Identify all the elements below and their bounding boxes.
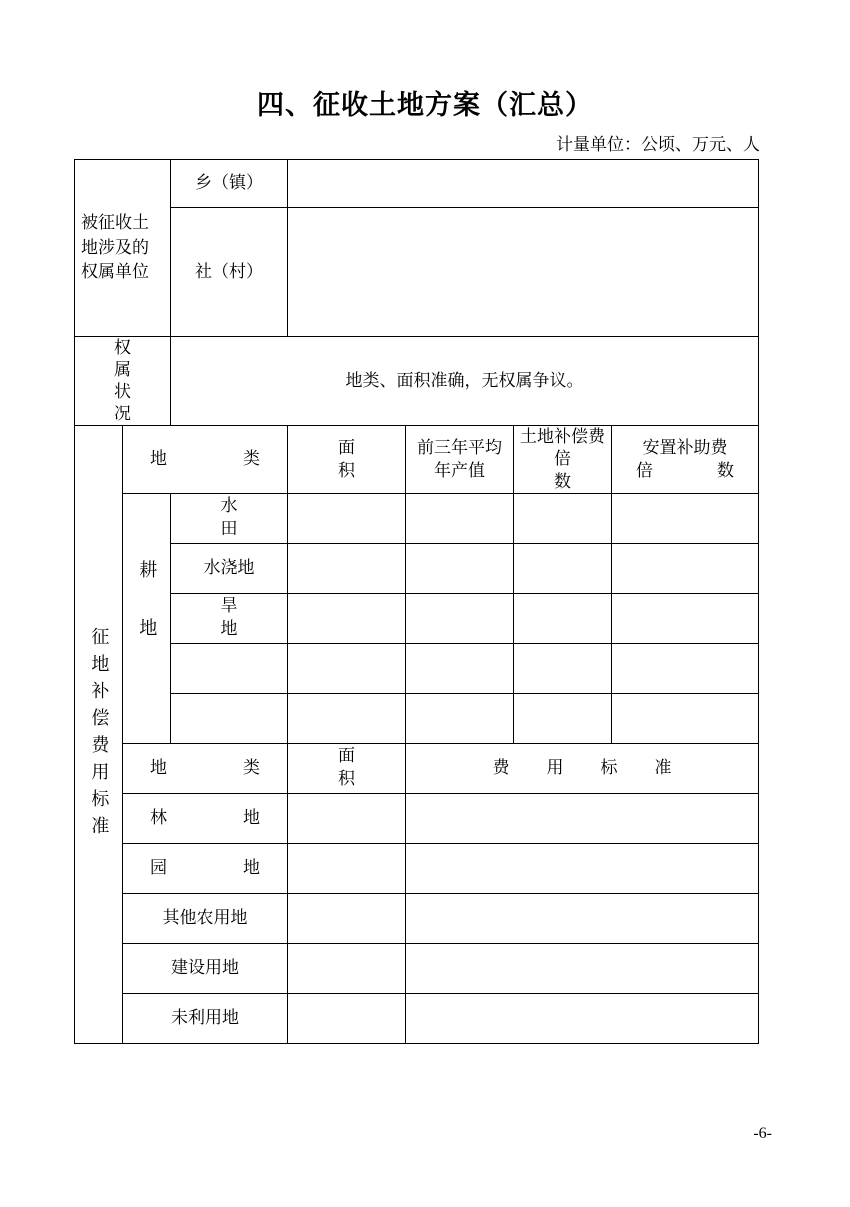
- header-resettlement-subsidy-line2: 倍 数: [636, 460, 744, 480]
- table-row-village: [75, 208, 759, 337]
- cultivated-row-landcomp-3[interactable]: [514, 643, 612, 693]
- table-row-ownership-status: [75, 337, 759, 426]
- other-row-fee-0[interactable]: [406, 793, 759, 843]
- other-row-fee-4[interactable]: [406, 993, 759, 1043]
- ownership-status-label: [75, 337, 225, 426]
- header-area: [288, 426, 431, 493]
- township-label: [171, 160, 288, 208]
- table-row-other-0: [75, 793, 759, 843]
- table-row-cultivated-0: [75, 493, 759, 543]
- cultivated-row-landcomp-2[interactable]: [514, 593, 612, 643]
- cultivated-row-resettle-1[interactable]: [612, 543, 759, 593]
- ownership-status-value[interactable]: [171, 337, 759, 426]
- compensation-side-label: [75, 426, 123, 1043]
- village-label: [171, 208, 288, 337]
- cultivated-row-area-3[interactable]: [288, 643, 406, 693]
- cultivated-row-name-4[interactable]: [171, 693, 288, 743]
- header-area-text: 面 积: [338, 437, 431, 480]
- owner-units-label: [75, 160, 171, 337]
- header-avg-yield: [406, 426, 514, 493]
- page-number: -6-: [753, 1125, 772, 1142]
- cultivated-row-landcomp-1[interactable]: [514, 543, 612, 593]
- cultivated-row-resettle-2[interactable]: [612, 593, 759, 643]
- other-row-fee-1[interactable]: [406, 843, 759, 893]
- land-acquisition-table: [74, 159, 759, 1044]
- measurement-unit-note: 计量单位：公顷、万元、人: [556, 135, 760, 154]
- cultivated-row-landcomp-0[interactable]: [514, 493, 612, 543]
- header-resettlement-subsidy-line1: 安置补助费: [642, 438, 728, 458]
- table-row-other-1: [75, 843, 759, 893]
- cultivated-row-name-3[interactable]: [171, 643, 288, 693]
- other-row-name-text-3: 建设用地: [171, 957, 239, 977]
- table-row-township: [75, 160, 759, 208]
- other-row-name-text-1: 园 地: [150, 857, 274, 877]
- township-value-field[interactable]: [288, 160, 759, 208]
- township-label-text: 乡（镇）: [195, 173, 263, 193]
- other-row-fee-3[interactable]: [406, 943, 759, 993]
- header-land-compensation-line2: 倍 数: [554, 449, 635, 491]
- header2-area-text: 面 积: [338, 746, 431, 789]
- other-row-area-3[interactable]: [288, 943, 406, 993]
- other-row-name-4: [123, 993, 288, 1043]
- header-land-compensation-line1: 土地补偿费: [520, 427, 605, 447]
- other-row-name-0: [123, 793, 288, 843]
- cultivated-row-yield-3[interactable]: [406, 643, 514, 693]
- cultivated-row-area-4[interactable]: [288, 693, 406, 743]
- header2-land-type: [123, 743, 288, 793]
- village-label-text: 社（村）: [195, 261, 263, 281]
- table-row-cultivated-4: [75, 693, 759, 743]
- village-value-field[interactable]: [288, 208, 759, 337]
- ownership-status-value-text: 地类、面积准确，无权属争议。: [345, 370, 584, 390]
- other-row-name-1: [123, 843, 288, 893]
- other-row-name-text-2: 其他农用地: [162, 907, 248, 927]
- header2-fee-standard-text: 费 用 标 准: [492, 757, 682, 777]
- table-row-other-4: [75, 993, 759, 1043]
- cultivated-row-yield-0[interactable]: [406, 493, 514, 543]
- cultivated-row-yield-2[interactable]: [406, 593, 514, 643]
- cultivated-row-resettle-0[interactable]: [612, 493, 759, 543]
- compensation-side-label-text: 征地补偿费用标准: [89, 626, 110, 843]
- cultivated-row-name-1: [171, 543, 288, 593]
- land-acquisition-table-wrap: [74, 159, 758, 1044]
- header-land-compensation: [514, 426, 635, 493]
- cultivated-row-yield-1[interactable]: [406, 543, 514, 593]
- table-row-other-2: [75, 893, 759, 943]
- header-land-type: [123, 426, 288, 493]
- ownership-status-label-line2: 状 况: [114, 382, 225, 424]
- page-title: 四、征收土地方案（汇总）: [257, 90, 593, 120]
- cultivated-row-resettle-3[interactable]: [612, 643, 759, 693]
- table-row-cultivated-3: [75, 643, 759, 693]
- other-row-name-2: [123, 893, 288, 943]
- cultivated-row-yield-4[interactable]: [406, 693, 514, 743]
- table-row-cultivated-1: [75, 543, 759, 593]
- other-row-area-2[interactable]: [288, 893, 406, 943]
- header2-fee-standard: [406, 743, 759, 793]
- header-avg-yield-line2: 年产值: [434, 460, 485, 480]
- cultivated-row-name-2: [171, 593, 314, 643]
- other-row-area-4[interactable]: [288, 993, 406, 1043]
- cultivated-row-landcomp-4[interactable]: [514, 693, 612, 743]
- header-land-type-text: 地 类: [150, 449, 274, 469]
- cultivated-row-area-1[interactable]: [288, 543, 406, 593]
- cultivated-row-name-0: [171, 493, 314, 543]
- header-avg-yield-line1: 前三年平均: [417, 438, 502, 458]
- cultivated-land-label-text: 耕地: [137, 560, 158, 677]
- cultivated-land-label: [123, 493, 171, 743]
- table-row-cultivated-2: [75, 593, 759, 643]
- other-row-name-text-4: 未利用地: [171, 1007, 239, 1027]
- table-row-second-headers: [75, 743, 759, 793]
- cultivated-row-name-text-0: 水 田: [220, 496, 314, 539]
- other-row-area-0[interactable]: [288, 793, 406, 843]
- cultivated-row-name-text-2: 旱 地: [220, 596, 314, 639]
- cultivated-row-name-text-1: 水浇地: [203, 557, 255, 577]
- header2-land-type-text: 地 类: [150, 757, 274, 777]
- ownership-status-label-line1: 权 属: [114, 338, 225, 380]
- cultivated-row-resettle-4[interactable]: [612, 693, 759, 743]
- owner-units-label-text: 被征收土地涉及的权属单位: [81, 213, 149, 282]
- header2-area: [288, 743, 431, 793]
- other-row-fee-2[interactable]: [406, 893, 759, 943]
- table-row-other-3: [75, 943, 759, 993]
- other-row-area-1[interactable]: [288, 843, 406, 893]
- other-row-name-text-0: 林 地: [150, 807, 274, 827]
- other-row-name-3: [123, 943, 288, 993]
- table-row-compensation-headers: [75, 426, 759, 493]
